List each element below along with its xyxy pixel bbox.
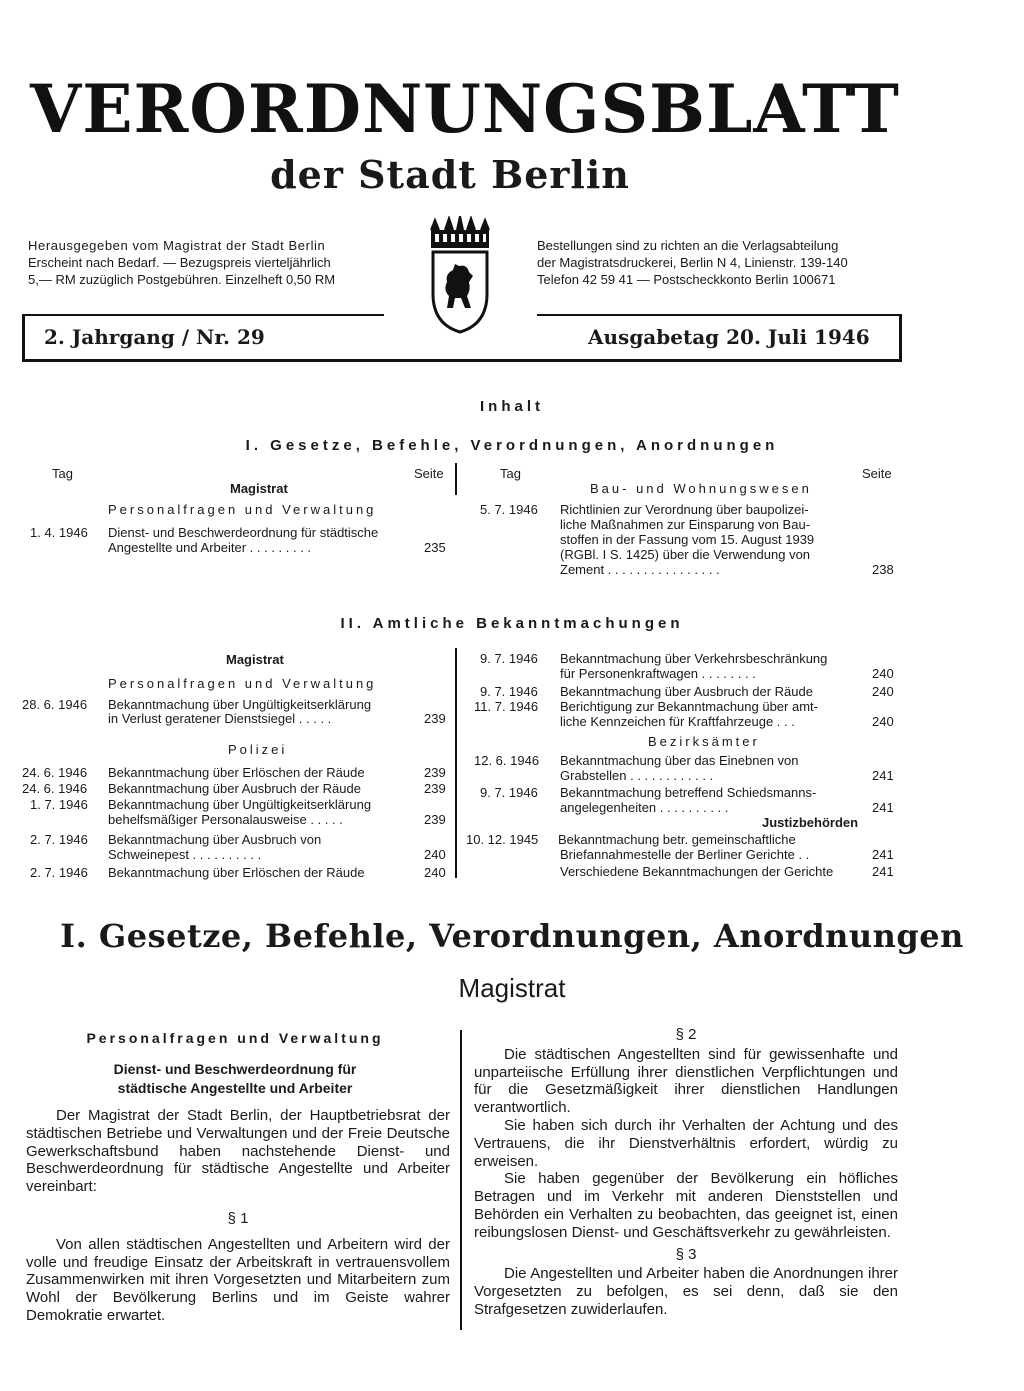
toc-entry-page: 241 xyxy=(872,800,894,815)
toc-entry-page: 240 xyxy=(872,666,894,681)
toc-entry-line: Bekanntmachung betr. gemeinschaftliche xyxy=(558,832,796,847)
toc-entry-line: liche Maßnahmen zur Einsparung von Bau- xyxy=(560,517,811,532)
toc1-topic-right: Bau- und Wohnungswesen xyxy=(590,481,812,496)
article-right-column xyxy=(474,1026,898,1319)
toc-entry-date: 24. 6. 1946 xyxy=(22,765,88,780)
toc-entry-date: 2. 7. 1946 xyxy=(30,865,88,880)
article-heading xyxy=(30,1060,440,1098)
paragraph-text: Die Angestellten und Arbeiter haben die Anordnungen ihrer Vorgesetzten zu befolgen, es sei denn, daß sie den Strafgesetzen zuwiderlaufen. xyxy=(474,1265,898,1318)
toc-entry-line: stoffen in der Fassung vom 15. August 1939 xyxy=(560,532,815,547)
toc-entry-date: 28. 6. 1946 xyxy=(22,697,88,712)
col-tag-left: Tag xyxy=(52,466,73,481)
toc-entry-line: behelfsmäßiger Personalausweise . . . . . xyxy=(108,812,343,827)
paragraph-text: Die städtischen Angestellten sind für gewissenhafte und unparteiische Erfüllung ihrer dienstlichen Verpflichtungen und für die Gesetzmäßigkeit ihrer dienstlichen Handlungen verantwortlich. xyxy=(474,1045,898,1117)
toc-entry-page: 240 xyxy=(424,847,446,862)
publisher-line: 5,— RM zuzüglich Postgebühren. Einzelheft 0,50 RM xyxy=(28,272,336,287)
toc2-bezirk: Bezirksämter xyxy=(648,734,760,749)
order-info xyxy=(537,237,902,288)
toc-entry-line: Bekanntmachung über Ausbruch von xyxy=(108,832,322,847)
toc-entry-line: Bekanntmachung über Erlöschen der Räude xyxy=(108,865,365,880)
paragraph-text: Sie haben gegenüber der Bevölkerung ein höfliches Betragen und im Verkehr mit anderen Dienststellen und Behörden ein Verhalten zu beobachten, das geeignet ist, einen reibungslosen Dienst- und Geschäftsverkehr zu gewährleisten. xyxy=(474,1170,898,1241)
paragraph-text: Von allen städtischen Angestellten und Arbeitern wird der volle und freudige Einsatz der Arbeitskraft in vertrauensvollem Zusammenwirken mit ihren Vorgesetzten und Mitarbeitern zum Wohl der Bevölkerung Berlins und im Geiste wahrer Demokratie erwartet. xyxy=(26,1235,450,1324)
toc-entry-line: liche Kennzeichen für Kraftfahrzeuge . . . xyxy=(560,714,795,729)
toc-entry-date: 1. 7. 1946 xyxy=(30,797,88,812)
issue-number: 2. Jahrgang / Nr. 29 xyxy=(44,325,265,349)
paragraph-number: § 2 xyxy=(675,1026,697,1043)
toc-entry-line: Bekanntmachung über das Einebnen von xyxy=(560,753,799,768)
toc-entry-line: Briefannahmestelle der Berliner Gerichte . . xyxy=(560,847,810,862)
toc-entry-date: 9. 7. 1946 xyxy=(480,684,538,699)
col-tag-right: Tag xyxy=(500,466,521,481)
toc1-authority: Magistrat xyxy=(230,481,288,496)
article-left-column xyxy=(26,1107,450,1325)
paragraph-number: § 1 xyxy=(227,1209,249,1227)
toc-entry-page: 239 xyxy=(424,765,446,780)
publisher-line: Herausgegeben vom Magistrat der Stadt Berlin xyxy=(28,238,326,253)
order-line: Bestellungen sind zu richten an die Verlagsabteilung xyxy=(537,238,839,253)
toc-entry-line: Bekanntmachung betreffend Schiedsmanns- xyxy=(560,785,817,800)
toc-entry-page: 241 xyxy=(872,864,894,879)
toc-entry-date: 12. 6. 1946 xyxy=(474,753,540,768)
toc1-topic-left: Personalfragen und Verwaltung xyxy=(108,502,377,517)
col-seite-right: Seite xyxy=(862,466,892,481)
toc-entry-date: 24. 6. 1946 xyxy=(22,781,88,796)
article-section-title: I. Gesetze, Befehle, Verordnungen, Anordnungen xyxy=(60,917,964,955)
toc-entry-line: Verschiedene Bekanntmachungen der Gerichte xyxy=(560,864,834,879)
toc-entry-page: 239 xyxy=(424,781,446,796)
toc-entry-date: 5. 7. 1946 xyxy=(480,502,538,517)
toc-entry-date: 2. 7. 1946 xyxy=(30,832,88,847)
article-divider xyxy=(460,1030,462,1330)
toc-entry-line: Bekanntmachung über Erlöschen der Räude xyxy=(108,765,365,780)
publisher-info xyxy=(28,237,393,288)
toc-entry-line: angelegenheiten . . . . . . . . . . xyxy=(560,800,729,815)
order-line: der Magistratsdruckerei, Berlin N 4, Linienstr. 139-140 xyxy=(537,255,848,270)
toc-heading: Inhalt xyxy=(480,398,544,415)
toc-entry-page: 239 xyxy=(424,812,446,827)
masthead-subtitle: der Stadt Berlin xyxy=(270,152,630,197)
berlin-bear-crest-icon xyxy=(425,216,495,336)
toc-entry-date: 9. 7. 1946 xyxy=(480,785,538,800)
issue-rule-bottom xyxy=(22,359,902,362)
toc-entry-line: Schweinepest . . . . . . . . . . xyxy=(108,847,262,862)
order-line: Telefon 42 59 41 — Postscheckkonto Berlin 100671 xyxy=(537,272,836,287)
toc-entry-date: 9. 7. 1946 xyxy=(480,651,538,666)
issue-rule-top-left xyxy=(22,314,384,316)
toc-entry-date: 1. 4. 1946 xyxy=(30,525,88,540)
col-seite-left: Seite xyxy=(414,466,444,481)
toc-entry-page: 240 xyxy=(424,865,446,880)
article-topic: Personalfragen und Verwaltung xyxy=(86,1030,384,1046)
toc-entry-line: Bekanntmachung über Verkehrsbeschränkung xyxy=(560,651,828,666)
issue-bar-right xyxy=(899,314,902,362)
toc-entry-line: Bekanntmachung über Ausbruch der Räude xyxy=(560,684,813,699)
toc-entry-line: Angestellte und Arbeiter . . . . . . . . . xyxy=(108,540,312,555)
toc-entry-page: 235 xyxy=(424,540,446,555)
paragraph-text: Sie haben sich durch ihr Verhalten der Achtung und des Vertrauens, die ihr Dienstverhältnis erfordert, würdig zu erweisen. xyxy=(474,1116,898,1170)
toc-entry-line: (RGBl. I S. 1425) über die Verwendung von xyxy=(560,547,811,562)
toc-section2-title: II. Amtliche Bekanntmachungen xyxy=(340,615,684,632)
toc-entry-line: Bekanntmachung über Ungültigkeitserklärung xyxy=(108,697,372,712)
toc-entry-page: 238 xyxy=(872,562,894,577)
toc-entry-page: 240 xyxy=(872,684,894,699)
paragraph-number: § 3 xyxy=(675,1245,697,1263)
issue-date: Ausgabetag 20. Juli 1946 xyxy=(588,325,870,349)
toc-entry-date: 11. 7. 1946 xyxy=(474,699,539,714)
toc-entry-line: in Verlust geratener Dienstsiegel . . . . . xyxy=(108,711,332,726)
article-heading-line: städtische Angestellte und Arbeiter xyxy=(117,1080,353,1096)
toc-entry-line: Zement . . . . . . . . . . . . . . . . xyxy=(560,562,720,577)
toc-entry-line: Richtlinien zur Verordnung über baupolizei- xyxy=(560,502,809,517)
toc-entry-page: 240 xyxy=(872,714,894,729)
toc2-topic: Personalfragen und Verwaltung xyxy=(108,676,377,691)
issue-bar-left xyxy=(22,314,25,362)
toc-entry-date: 10. 12. 1945 xyxy=(466,832,539,847)
toc-entry-line: für Personenkraftwagen . . . . . . . . xyxy=(560,666,756,681)
toc-section1-title: I. Gesetze, Befehle, Verordnungen, Anordnungen xyxy=(245,437,779,454)
masthead-title: VERORDNUNGSBLATT xyxy=(30,70,900,148)
toc-entry-line: Berichtigung zur Bekanntmachung über amt- xyxy=(560,699,818,714)
article-heading-line: Dienst- und Beschwerdeordnung für xyxy=(113,1061,357,1077)
toc-entry-page: 241 xyxy=(872,768,894,783)
toc2-divider xyxy=(455,648,457,878)
toc2-justiz: Justizbehörden xyxy=(762,815,859,830)
toc-entry-line: Bekanntmachung über Ungültigkeitserklärung xyxy=(108,797,372,812)
toc-entry-line: Grabstellen . . . . . . . . . . . . xyxy=(560,768,714,783)
toc2-polizei: Polizei xyxy=(228,742,288,757)
toc-entry-page: 241 xyxy=(872,847,894,862)
toc2-authority: Magistrat xyxy=(226,652,284,667)
issue-rule-top-right xyxy=(537,314,902,316)
article-intro: Der Magistrat der Stadt Berlin, der Hauptbetriebsrat der städtischen Betriebe und Verwaltungen und der Freie Deutsche Gewerkschaftsbund haben nachstehende Dienst- und Beschwerdeordnung für städtische Angestellte und Arbeiter vereinbart: xyxy=(26,1107,450,1196)
toc-entry-page: 239 xyxy=(424,711,446,726)
publisher-line: Erscheint nach Bedarf. — Bezugspreis vierteljährlich xyxy=(28,255,331,270)
toc-entry-line: Bekanntmachung über Ausbruch der Räude xyxy=(108,781,361,796)
article-authority: Magistrat xyxy=(458,973,566,1003)
toc-entry-line: Dienst- und Beschwerdeordnung für städtische xyxy=(108,525,379,540)
toc1-divider xyxy=(455,463,457,495)
